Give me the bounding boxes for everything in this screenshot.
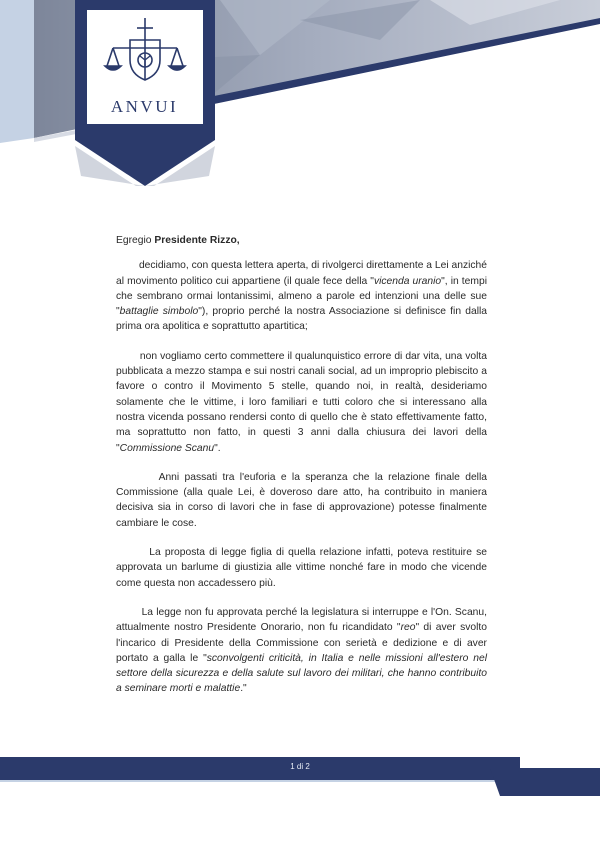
- italic-quote: vicenda uranio: [373, 275, 442, 287]
- salutation: [116, 233, 487, 248]
- paragraph-text: ".: [214, 442, 221, 454]
- letter-body: [116, 233, 487, 711]
- page-number: 1 di 2: [290, 762, 310, 771]
- italic-quote: reo: [400, 622, 416, 634]
- paragraph-text: ", in tempi che sembrano ormai lontanissimi, almeno a parole ed intenzioni una delle sue ": [116, 275, 487, 318]
- paragraph-text: La proposta di legge figlia di quella relazione infatti, poteva restituire se approvata un barlume di giustizia alle vittime nonché fare in modo che vicende come questa non accadessero più.: [116, 547, 487, 589]
- paragraph-text: "), proprio perché la nostra Associazione si definisce fin dalla prima ora apolitica e soprattutto apartitica;: [116, 306, 488, 333]
- paragraph-text: Anni passati tra l'euforia e la speranza che la relazione finale della Commissione (alla quale Lei, è doveroso dare atto, ha contribuito in maniera decisiva sia in corso di lavori che in fase di approvazione) potesse finalmente cambiare le cose.: [116, 471, 487, 529]
- paragraph-1: [116, 258, 487, 334]
- paragraph-3: [116, 470, 487, 531]
- paragraph-text: .": [240, 683, 247, 695]
- italic-quote: Commissione Scanu: [119, 442, 215, 454]
- logo-text: ANVUI: [110, 97, 179, 116]
- italic-quote: sconvolgenti criticità, in Italia e nelle missioni all'estero nel settore della sicurezza e della salute sul lavoro dei militari, che hanno contribuito a seminare morti e malattie: [116, 652, 488, 695]
- salutation-name: Presidente Rizzo,: [154, 235, 240, 246]
- footer-decoration: [0, 750, 600, 800]
- logo-badge: [75, 0, 215, 186]
- paragraph-text: non vogliamo certo commettere il qualunquistico errore di dar vita, una volta pubblicata a mezzo stampa e sui nostri canali social, ad un improprio plebiscito a favore o contro il Movimento 5 stelle, quando noi, in realtà, desideriamo solamente che le vittime, i loro familiari e tutti coloro che si interessano alla nostra vicenda possano rendersi conto di quello che è stato effettivamente fatto, ma soprattutto non fatto, in questi 3 anni dalla chiusura dei lavori della ": [116, 350, 487, 454]
- salutation-prefix: Egregio: [116, 235, 155, 246]
- paragraph-4: [116, 545, 487, 591]
- paragraph-2: [116, 349, 487, 456]
- paragraph-text: " di aver svolto l'incarico di Presidente della Commissione con serietà e dedizione e di aver portato a galla le ": [116, 622, 487, 664]
- italic-quote: battaglie simbolo: [119, 306, 199, 318]
- paragraph-text: decidiamo, con questa lettera aperta, di rivolgerci direttamente a Lei anziché al movimento politico cui appartiene (il quale fece della ": [116, 260, 487, 287]
- paragraph-text: La legge non fu approvata perché la legislatura si interruppe e l'On. Scanu, attualmente nostro Presidente Onorario, non fu ricandidato ": [116, 606, 487, 634]
- paragraph-5: [116, 605, 487, 697]
